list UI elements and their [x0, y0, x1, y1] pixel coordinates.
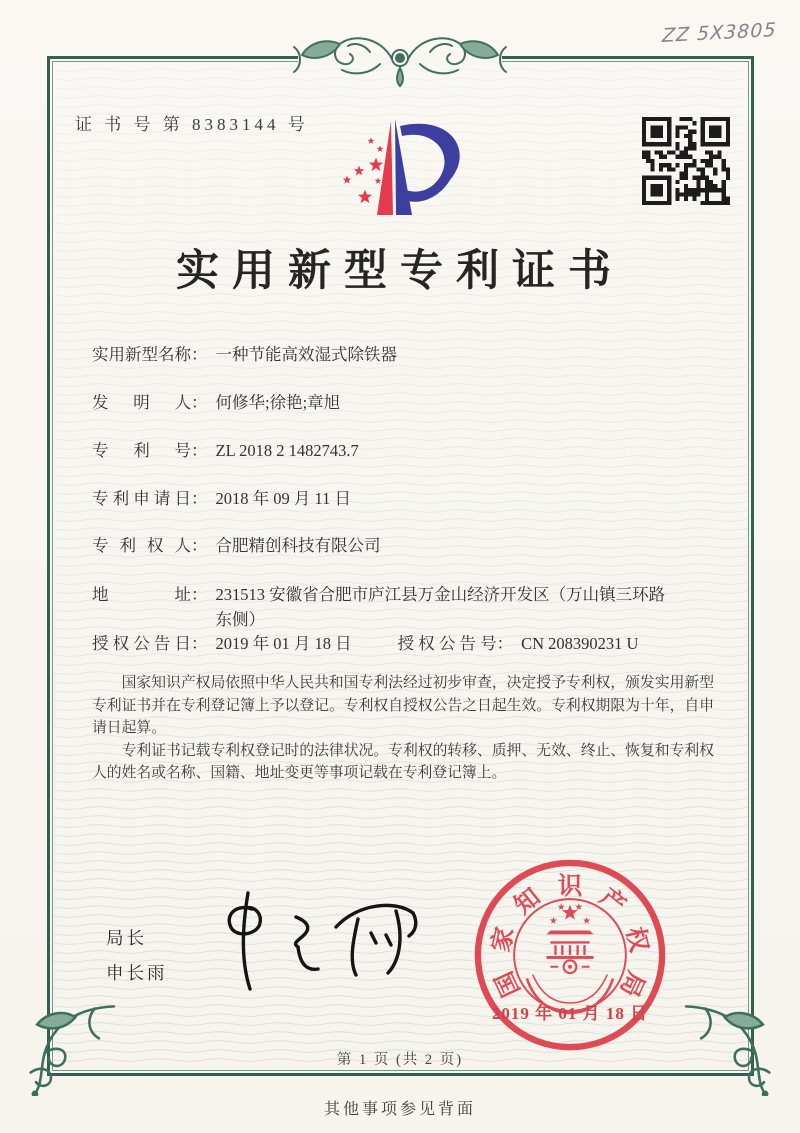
field-row-grant: 授权公告日： 2019 年 01 月 18 日 授权公告号： CN 208390231 U	[92, 631, 638, 656]
field-label: 授权公告号	[397, 634, 497, 653]
field-label: 实用新型名称	[92, 345, 191, 364]
field-row-filing-date: 专利申请日： 2018 年 09 月 11 日	[92, 486, 351, 511]
signer-name: 申长雨	[106, 963, 168, 983]
svg-text:识: 识	[557, 873, 583, 901]
field-row-inventor: 发明人： 何修华;徐艳;章旭	[92, 390, 340, 415]
field-value: 231513 安徽省合肥市庐江县万金山经济开发区（万山镇三环路东侧）	[215, 585, 666, 629]
svg-text:产: 产	[594, 883, 631, 920]
field-label: 地址	[92, 585, 191, 604]
field-label: 专利号	[92, 441, 191, 460]
qr-code	[642, 117, 730, 205]
certificate-title: 实用新型专利证书	[176, 248, 624, 295]
seal-text-ring	[487, 872, 654, 1001]
svg-text:局: 局	[614, 967, 650, 1001]
legal-text-block	[92, 672, 714, 785]
director-signature	[200, 883, 435, 998]
legal-paragraph-2: 专利证书记载专利权登记时的法律状况。专利权的转移、质押、无效、终止、恢复和专利权人的姓名或名称、国籍、地址变更等事项记载在专利登记簿上。	[92, 742, 714, 781]
handwritten-inventory-code: ZZ 5X3805	[661, 18, 778, 48]
field-value: 2018 年 09 月 11 日	[215, 489, 352, 508]
svg-text:权: 权	[620, 924, 653, 955]
field-value: 一种节能高效湿式除铁器	[215, 345, 397, 364]
certificate-number: 证 书 号 第 8383144 号	[75, 115, 309, 134]
back-side-note: 其他事项参见背面	[323, 1101, 476, 1118]
grant-number-value: CN 208390231 U	[521, 634, 639, 653]
field-value: 合肥精创科技有限公司	[215, 536, 381, 555]
field-row-name: 实用新型名称： 一种节能高效湿式除铁器	[92, 342, 397, 367]
field-value: ZL 2018 2 1482743.7	[215, 441, 359, 460]
grant-date-value: 2019 年 01 月 18 日	[215, 634, 352, 653]
field-label: 专利申请日	[92, 489, 191, 508]
field-label: 专利权人	[92, 536, 191, 555]
field-label: 授权公告日	[92, 634, 191, 653]
cnipa-logo-icon	[332, 112, 477, 224]
page-number: 第 1 页 (共 2 页)	[336, 1052, 464, 1068]
svg-text:国: 国	[490, 967, 526, 1001]
field-row-patentee: 专利权人： 合肥精创科技有限公司	[92, 533, 381, 558]
field-row-patent-number: 专利号： ZL 2018 2 1482743.7	[92, 438, 359, 463]
field-value: 何修华;徐艳;章旭	[215, 393, 341, 412]
field-row-address: 地址： 231513 安徽省合肥市庐江县万金山经济开发区（万山镇三环路东侧）	[92, 582, 668, 632]
field-label: 发明人	[92, 393, 191, 412]
svg-text:家: 家	[487, 924, 520, 955]
seal-date: 2019 年 01 月 18 日	[491, 1004, 649, 1023]
signer-title: 局长	[106, 928, 147, 948]
legal-paragraph-1: 国家知识产权局依照中华人民共和国专利法经过初步审查，决定授予专利权，颁发实用新型专利证书并在专利登记簿上予以登记。专利权自授权公告之日起生效。专利权期限为十年，自申请日起算。	[92, 675, 714, 736]
svg-text:知: 知	[509, 883, 546, 920]
